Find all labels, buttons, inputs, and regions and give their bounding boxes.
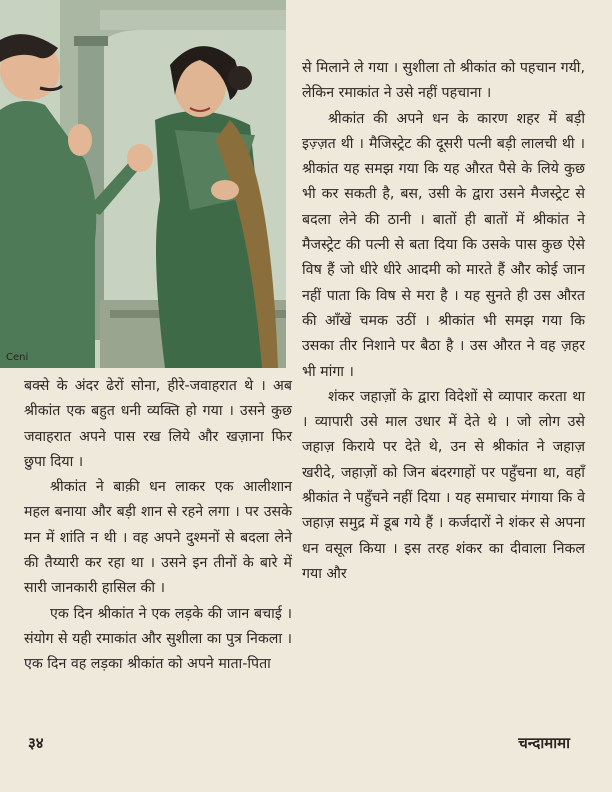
page-number: ३४ [28, 734, 44, 752]
illustration-signature: Ceni [6, 352, 29, 363]
paragraph: श्रीकांत ने बाक़ी धन लाकर एक आलीशान महल बनाया और बड़ी शान से रहने लगा । पर उसके मन में शांति न थी । वह अपने दुश्मनों से बदला लेने की तैय्यारी कर रहा था । उसने इन तीनों के बारे में सारी जानकारी हासिल की । [24, 479, 292, 597]
right-column [302, 56, 585, 587]
paragraph: शंकर जहाज़ों के द्वारा विदेशों से व्यापार करता था । व्यापारी उसे माल उधार में देते थे । जो लोग उसे जहाज़ किराये पर देते थे, उन से श्रीकांत ने जहाज़ खरीदे, जहाज़ों को जिन बंदरगाहों पर पहुँचना था, वहाँ श्रीकांत ने पहुँचने नहीं दिया । यह समाचार मंगाया कि वे जहाज़ समुद्र में डूब गये हैं । कर्जदारों ने शंकर से अपना धन वसूल किया । इस तरह शंकर का दीवाला निकल गया और [302, 388, 585, 582]
story-illustration [0, 0, 286, 368]
left-column [24, 374, 292, 678]
story-illustration-icon [0, 0, 286, 368]
paragraph: बक्से के अंदर ढेरों सोना, हीरे-जवाहरात थे । अब श्रीकांत एक बहुत धनी व्यक्ति हो गया । उसने कुछ जवाहरात अपने पास रख लिये और खज़ाना फिर छुपा दिया । [24, 378, 292, 470]
magazine-name: चन्दामामा [518, 734, 570, 752]
paragraph: एक दिन श्रीकांत ने एक लड़के की जान बचाई । संयोग से यही रमाकांत और सुशीला का पुत्र निकला । एक दिन वह लड़का श्रीकांत को अपने माता-पिता [24, 605, 292, 673]
paragraph: से मिलाने ले गया । सुशीला तो श्रीकांत को पहचान गयी, लेकिन रमाकांत ने उसे नहीं पहचाना । [302, 60, 585, 102]
paragraph: श्रीकांत की अपने धन के कारण शहर में बड़ी इज़्ज़त थी । मैजिस्ट्रेट की दूसरी पत्नी बड़ी लालची थी । श्रीकांत यह समझ गया कि यह औरत पैसे के लिये कुछ भी कर सकती है, बस, उसी के द्वारा उसने मैजस्ट्रेट से बदला लेने की ठानी । बातों ही बातों में श्रीकांत ने मैजस्ट्रेट की पत्नी से बता दिया कि उसके पास कुछ ऐसे विष हैं जो धीरे धीरे आदमी को मारते हैं और कोई जान नहीं पाता कि विष से मरा है । यह सुनते ही उस औरत की आँखें चमक उठीं । श्रीकांत भी समझ गया कि उसका तीर निशाने पर बैठा है । उस औरत ने वह ज़हर भी मांगा । [302, 110, 585, 380]
